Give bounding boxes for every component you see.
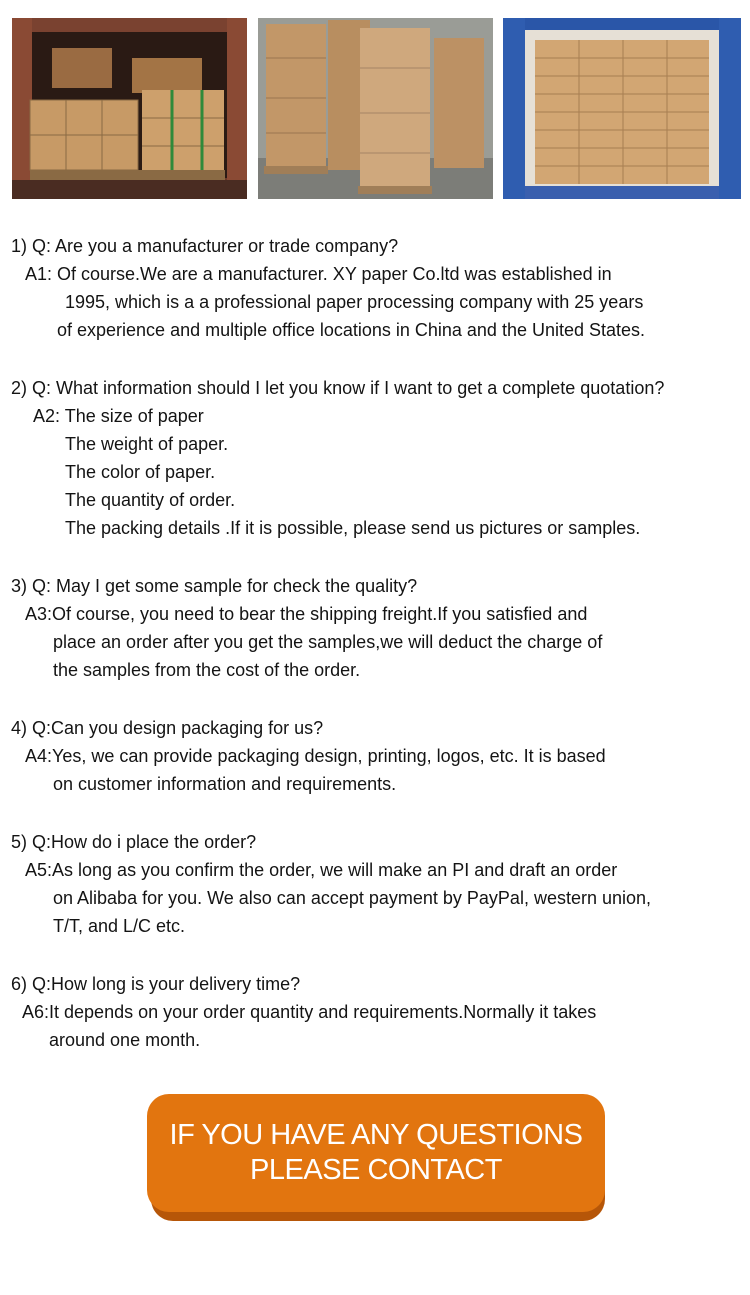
faq-section xyxy=(11,232,741,1084)
container-loading-photo xyxy=(12,18,247,199)
faq-answer-3-line-2: place an order after you get the samples,we will deduct the charge of xyxy=(53,632,603,652)
faq-question-1: 1) Q: Are you a manufacturer or trade company? xyxy=(11,236,399,256)
faq-item-2 xyxy=(11,374,741,542)
faq-item-6 xyxy=(11,970,741,1054)
contact-button-line-1: IF YOU HAVE ANY QUESTIONS xyxy=(169,1119,583,1151)
faq-question-5: 5) Q:How do i place the order? xyxy=(11,832,257,852)
contact-button-line-2: PLEASE CONTACT xyxy=(250,1154,502,1186)
contact-button[interactable] xyxy=(147,1094,605,1212)
faq-item-5 xyxy=(11,828,741,940)
warehouse-pallets-photo xyxy=(258,18,493,199)
faq-answer-1-line-2: 1995, which is a a professional paper processing company with 25 years xyxy=(65,292,644,312)
faq-item-1 xyxy=(11,232,741,344)
faq-item-4 xyxy=(11,714,741,798)
faq-answer-6-line-1: A6:It depends on your order quantity and requirements.Normally it takes xyxy=(22,1002,597,1022)
faq-answer-1-line-1: A1: Of course.We are a manufacturer. XY paper Co.ltd was established in xyxy=(25,264,612,284)
faq-answer-5-line-2: on Alibaba for you. We also can accept payment by PayPal, western union, xyxy=(53,888,652,908)
faq-item-3 xyxy=(11,572,741,684)
faq-answer-4-line-2: on customer information and requirements. xyxy=(53,774,397,794)
faq-question-6: 6) Q:How long is your delivery time? xyxy=(11,974,301,994)
faq-answer-5-line-1: A5:As long as you confirm the order, we will make an PI and draft an order xyxy=(25,860,618,880)
faq-answer-3-line-1: A3:Of course, you need to bear the shipping freight.If you satisfied and xyxy=(25,604,588,624)
faq-answer-3-line-3: the samples from the cost of the order. xyxy=(53,660,361,680)
faq-question-4: 4) Q:Can you design packaging for us? xyxy=(11,718,324,738)
faq-answer-1-line-3: of experience and multiple office locations in China and the United States. xyxy=(57,320,646,340)
truck-loading-photo xyxy=(503,18,741,199)
faq-answer-6-line-2: around one month. xyxy=(49,1030,201,1050)
faq-answer-2-line-2: The weight of paper. xyxy=(65,434,229,454)
faq-answer-2-line-4: The quantity of order. xyxy=(65,490,236,510)
faq-answer-4-line-1: A4:Yes, we can provide packaging design, printing, logos, etc. It is based xyxy=(25,746,606,766)
faq-question-3: 3) Q: May I get some sample for check the quality? xyxy=(11,576,418,596)
faq-answer-2-line-5: The packing details .If it is possible, please send us pictures or samples. xyxy=(65,518,641,538)
faq-answer-5-line-3: T/T, and L/C etc. xyxy=(53,916,186,936)
faq-answer-2-line-1: A2: The size of paper xyxy=(33,406,204,426)
photo-strip xyxy=(12,18,741,199)
faq-question-2: 2) Q: What information should I let you know if I want to get a complete quotation? xyxy=(11,378,665,398)
faq-answer-2-line-3: The color of paper. xyxy=(65,462,216,482)
